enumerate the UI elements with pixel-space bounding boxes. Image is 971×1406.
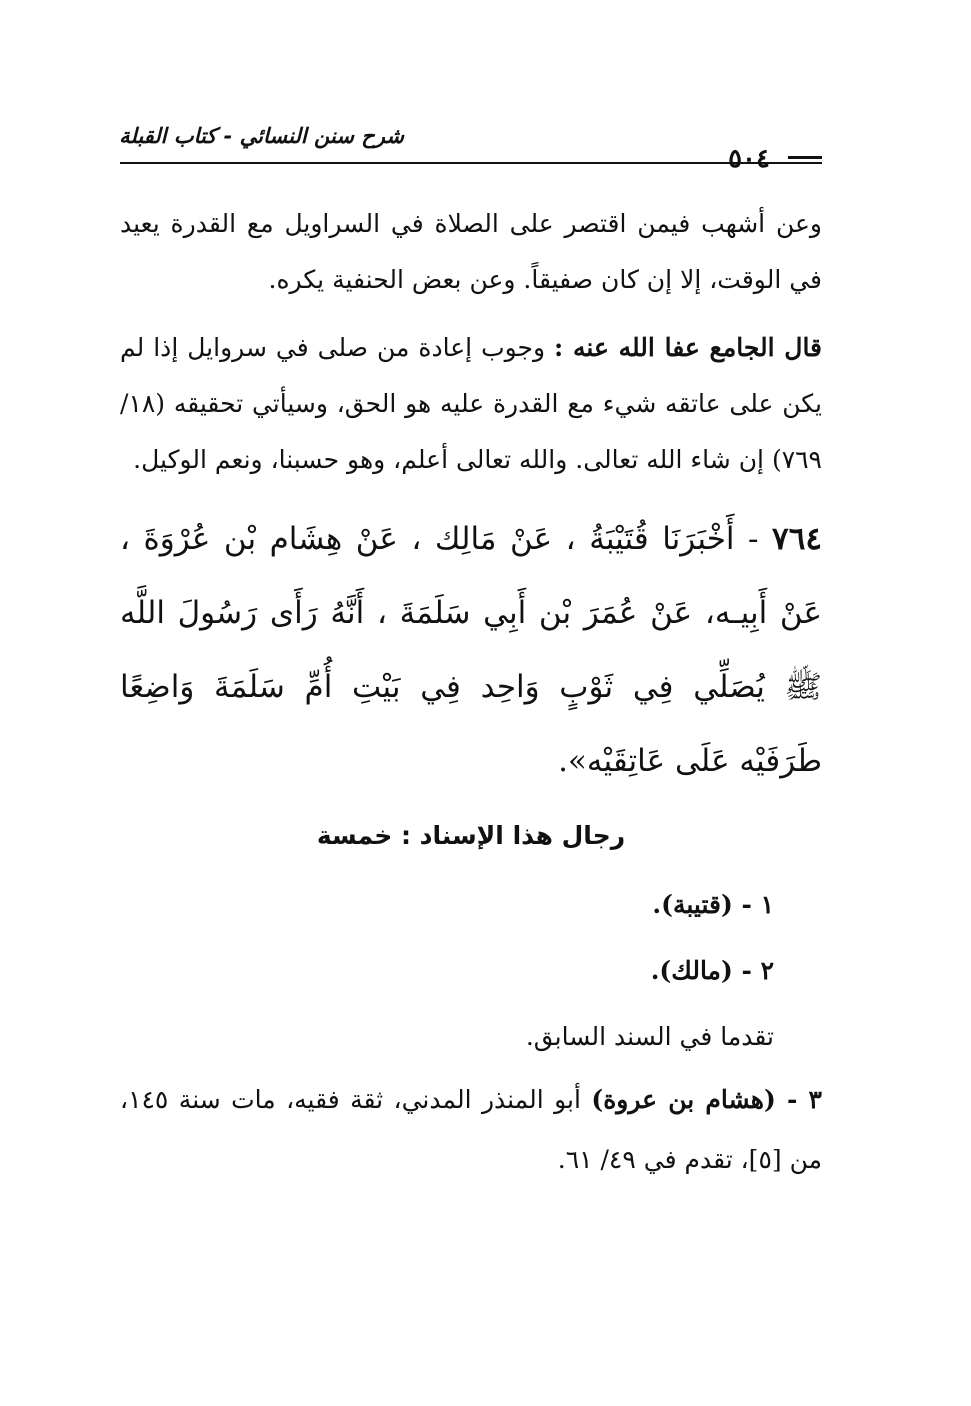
header-rule: [120, 162, 822, 164]
header-dash: [788, 156, 822, 159]
running-title: شرح سنن النسائي - كتاب القبلة: [119, 124, 404, 148]
jami-comment-lead: قال الجامع عفا الله عنه :: [554, 333, 823, 362]
page-number: ٥٠٤: [728, 144, 770, 174]
narrator-item-1: [120, 872, 822, 938]
narrator-note: تقدما في السند السابق.: [525, 1022, 774, 1051]
narrator-item-2: [120, 938, 822, 1004]
narrator-item-3: [120, 1070, 822, 1190]
narrator-item-1-text: ١ - (قتيبة).: [652, 890, 774, 919]
section-heading-narrators: رجال هذا الإسناد : خمسة: [316, 821, 626, 850]
paragraph-ashhab: وعن أشهب فيمن اقتصر على الصلاة في السراويل مع القدرة يعيد في الوقت، إلا إن كان صفيقاً. وعن بعض الحنفية يكره.: [120, 209, 822, 294]
page-header: [120, 124, 822, 194]
jami-comment-text: وجوب إعادة من صلى في سروايل إذا لم يكن على عاتقه شيء مع القدرة عليه هو الحق، وسيأتي تحقيقه (١٨/ ٧٦٩) إن شاء الله تعالى. والله تعالى أعلم، وهو حسبنا، ونعم الوكيل.: [120, 333, 822, 474]
hadith-number: ٧٦٤: [772, 521, 822, 557]
hadith-block: [120, 502, 822, 798]
paragraph-jami-comment: [120, 320, 822, 488]
narrator-item-2-text: ٢ - (مالك).: [650, 956, 774, 985]
narrator-item-3-text: أبو المنذر المدني، ثقة فقيه، مات سنة ١٤٥، من [٥]، تقدم في ٤٩/ ٦١.: [120, 1085, 822, 1174]
hadith-text: - أَخْبَرَنَا قُتَيْبَةُ ، عَنْ مَالِك ، عَنْ هِشَام بْن عُرْوَةَ ، عَنْ أَبِيـه، عَنْ عُمَرَ بْن أَبِي سَلَمَةَ ، أَنَّهُ رَأَى رَسُولَ اللَّه ﷺ يُصَلِّي فِي ثَوْبٍ وَاحِد فِي بَيْتِ أُمِّ سَلَمَةَ وَاضِعًا طَرَفَيْه عَلَى عَاتِقَيْه».: [120, 521, 822, 779]
page-body: [120, 196, 822, 1190]
narrator-item-3-name: ٣ - (هشام بن عروة): [591, 1085, 822, 1114]
